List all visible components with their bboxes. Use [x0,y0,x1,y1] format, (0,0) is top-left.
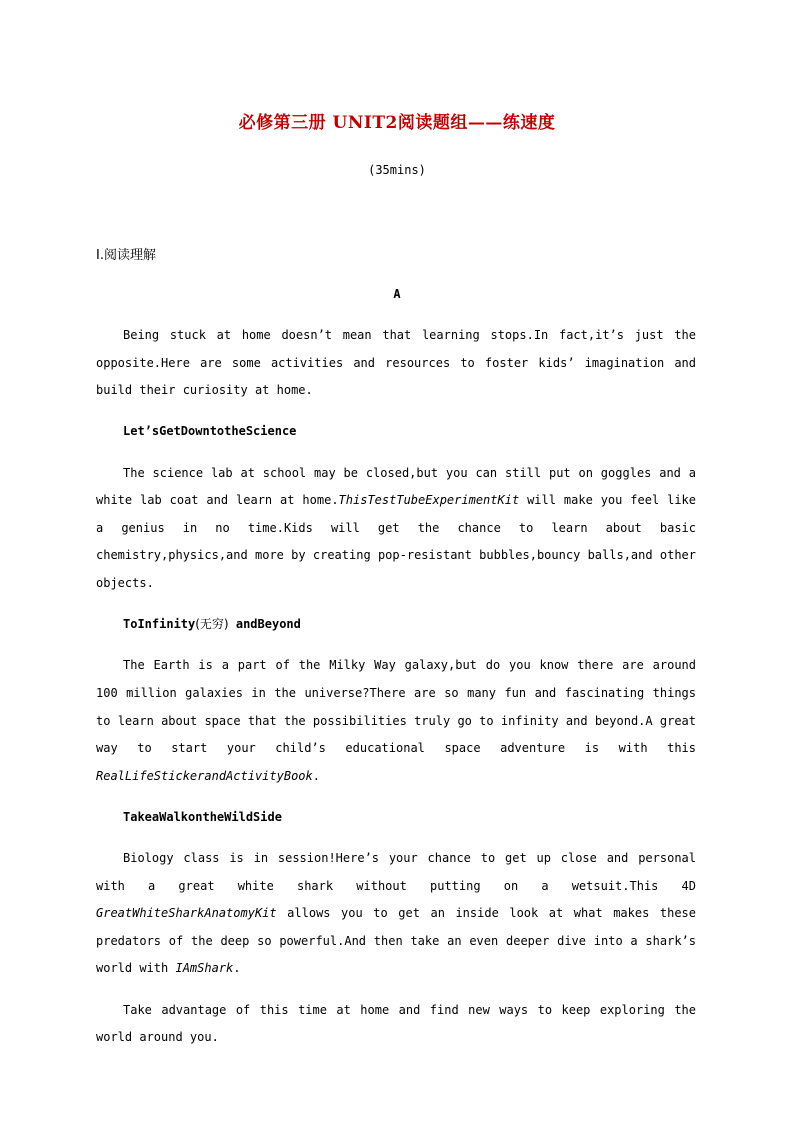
science-paragraph [96,460,696,598]
wildside-text-after: . [233,961,241,976]
section-heading-wildside [96,804,696,832]
section-heading-science-text: Let’sGetDowntotheScience [123,424,297,439]
wildside-paragraph [96,845,696,983]
science-text-before: The science lab at school may be closed,but you can still put on goggles and a white lab coat and learn at home. [96,465,696,508]
conclusion-text: Take advantage of this time at home and find new ways to keep exploring the world around you. [96,1002,696,1045]
section-heading-infinity-cn: (无穷) [195,617,229,632]
section-heading-infinity-a: ToInfinity [123,617,196,632]
wildside-product-title-2: IAmShark [175,961,234,976]
infinity-product-title: RealLifeStickerandActivityBook [96,768,313,783]
passage-body [96,322,696,1065]
time-note: (35mins) [368,163,426,177]
infinity-text-before: The Earth is a part of the Milky Way galaxy,but do you know there are around 100 million galaxies in the universe?There are so many fun and fascinating things to learn about space that the possibilities truly go to infinity and beyond.A great way to start your child’s educational space adventure is with this [96,658,696,756]
intro-paragraph [96,322,696,405]
page-title: 必修第三册 UNIT2阅读题组——练速度 [238,113,556,133]
wildside-text-middle: allows you to get an inside look at what makes these predators of the deep so powerful.And then take an even deeper dive into a shark’s world with [96,906,696,976]
section-heading-wildside-text: TakeaWalkontheWildSide [123,809,282,824]
infinity-paragraph [96,652,696,790]
section-label: Ⅰ.阅读理解 [96,248,156,263]
wildside-text-before: Biology class is in session!Here’s your chance to get up close and personal with a great white shark without putting on a wetsuit.This 4D [96,851,696,893]
passage-label: A [393,287,401,301]
wildside-product-title-1: GreatWhiteSharkAnatomyKit [96,906,277,921]
science-product-title: ThisTestTubeExperimentKit [338,493,520,508]
section-heading-infinity [96,611,696,639]
section-heading-science [96,418,696,446]
section-heading-infinity-b: andBeyond [228,617,301,632]
infinity-text-after: . [312,768,320,783]
science-text-after: will make you feel like a genius in no time.Kids will get the chance to learn about basic chemistry,physics,and more by creating pop-resistant bubbles,bouncy balls,and other objects. [96,493,696,590]
conclusion-paragraph [96,997,696,1052]
intro-text: Being stuck at home doesn’t mean that learning stops.In fact,it’s just the opposite.Here are some activities and resources to foster kids’ imagination and build their curiosity at home. [96,328,696,398]
